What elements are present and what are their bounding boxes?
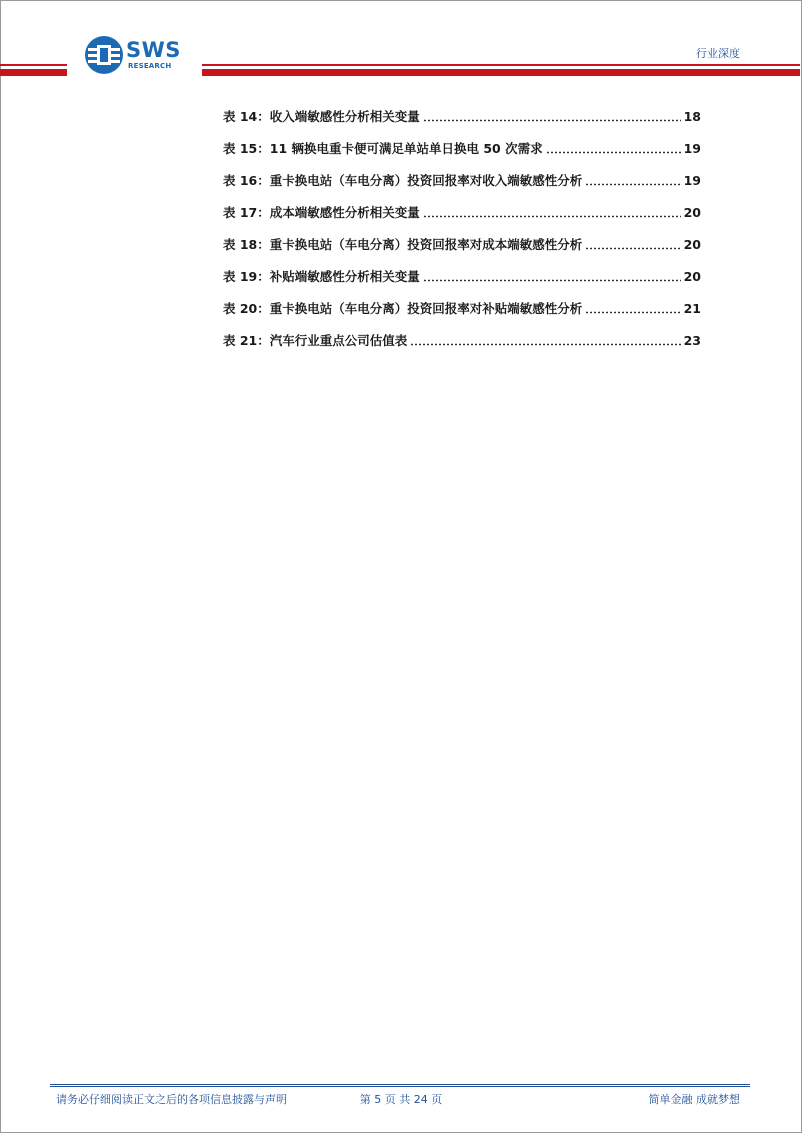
header-rule-right-thick: [202, 69, 800, 76]
toc-entry[interactable]: [223, 292, 701, 324]
toc-entry[interactable]: [223, 164, 701, 196]
toc-entry-label: 表 18：重卡换电站（车电分离）投资回报率对成本端敏感性分析: [223, 237, 583, 252]
sws-logo-icon: [84, 34, 124, 76]
toc-entry[interactable]: [223, 100, 701, 132]
toc-leader-dots: [585, 183, 680, 186]
toc-entry[interactable]: [223, 260, 701, 292]
report-category: 行业深度: [696, 47, 740, 60]
toc-leader-dots: [546, 151, 681, 154]
sws-logo: [84, 34, 194, 76]
toc-entry-label: 表 21：汽车行业重点公司估值表: [223, 333, 408, 348]
logo-subtitle: RESEARCH: [128, 62, 172, 70]
toc-entry[interactable]: [223, 196, 701, 228]
toc-entry-label: 表 14：收入端敏感性分析相关变量: [223, 109, 420, 124]
header-rule-left-thin: [0, 64, 67, 66]
toc-entry[interactable]: [223, 228, 701, 260]
toc-leader-dots: [410, 343, 680, 346]
toc-entry-label: 表 17：成本端敏感性分析相关变量: [223, 205, 420, 220]
header-rule-left-thick: [0, 69, 67, 76]
header-rule-right-thin: [202, 64, 800, 66]
logo-wordmark: SWS: [126, 38, 181, 62]
toc-entry-page: 23: [683, 332, 701, 348]
toc-leader-dots: [423, 215, 681, 218]
toc-leader-dots: [423, 279, 681, 282]
toc-entry-label: 表 19：补贴端敏感性分析相关变量: [223, 269, 420, 284]
footer-page-number: 第 5 页 共 24 页: [359, 1093, 443, 1106]
toc-entry-page: 19: [683, 172, 701, 188]
toc-entry-page: 20: [683, 204, 701, 220]
toc-entry-label: 表 20：重卡换电站（车电分离）投资回报率对补贴端敏感性分析: [223, 301, 583, 316]
toc-entry-page: 18: [683, 108, 701, 124]
footer-disclaimer: 请务必仔细阅读正文之后的各项信息披露与声明: [56, 1093, 287, 1106]
toc-leader-dots: [585, 247, 680, 250]
toc-leader-dots: [585, 311, 680, 314]
footer-rule-secondary: [50, 1086, 750, 1087]
toc-entry[interactable]: [223, 324, 701, 356]
toc-entry-label: 表 15：11 辆换电重卡便可满足单站单日换电 50 次需求: [223, 141, 543, 156]
footer-slogan: 简单金融 成就梦想: [648, 1093, 740, 1106]
table-of-contents: [223, 100, 701, 356]
toc-entry[interactable]: [223, 132, 701, 164]
footer-rule: [50, 1084, 750, 1085]
toc-leader-dots: [423, 119, 681, 122]
toc-entry-page: 21: [683, 300, 701, 316]
toc-entry-label: 表 16：重卡换电站（车电分离）投资回报率对收入端敏感性分析: [223, 173, 583, 188]
toc-entry-page: 19: [683, 140, 701, 156]
toc-entry-page: 20: [683, 236, 701, 252]
toc-entry-page: 20: [683, 268, 701, 284]
